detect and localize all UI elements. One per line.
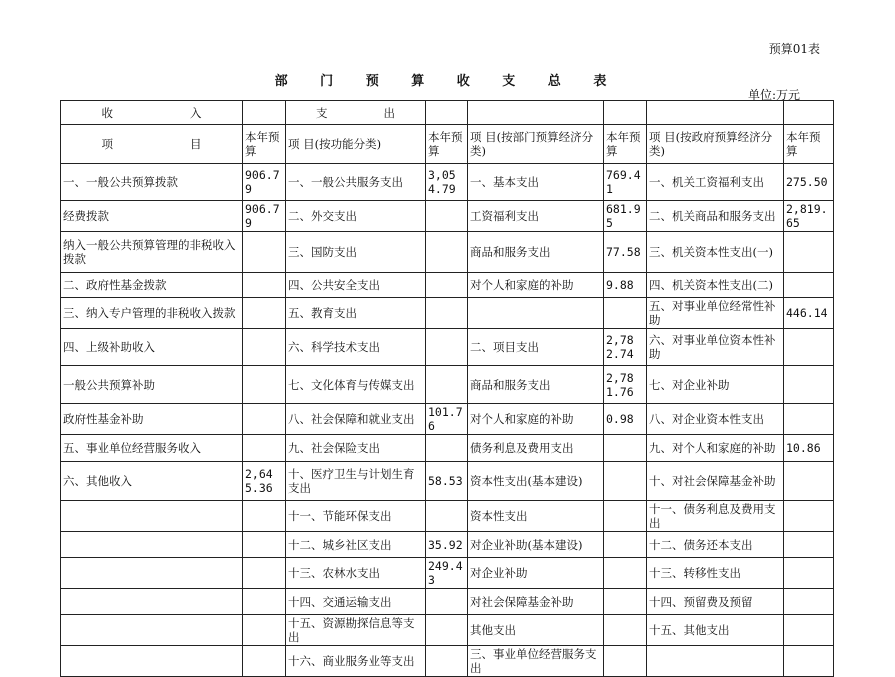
table-row — [61, 329, 834, 366]
dept-econ-budget-cell — [604, 501, 647, 532]
dept-econ-item-cell: 一、基本支出 — [468, 164, 604, 201]
income-item-cell: 四、上级补助收入 — [61, 329, 243, 366]
gov-econ-budget-cell: 2,819.65 — [784, 201, 834, 232]
col-header-income-budget: 本年预算 — [243, 125, 286, 164]
col-header-income-item: 项 目 — [61, 125, 243, 164]
income-item-cell — [61, 646, 243, 677]
col-header-dept-econ-item: 项 目(按部门预算经济分类) — [468, 125, 604, 164]
income-budget-cell — [243, 558, 286, 589]
budget-table — [60, 100, 834, 677]
function-budget-cell — [426, 366, 468, 404]
dept-econ-item-cell — [468, 298, 604, 329]
income-item-cell: 六、其他收入 — [61, 462, 243, 501]
dept-econ-item-cell: 对个人和家庭的补助 — [468, 273, 604, 298]
function-budget-cell — [426, 273, 468, 298]
income-item-cell — [61, 589, 243, 615]
income-item-cell: 政府性基金补助 — [61, 404, 243, 435]
income-item-cell: 一般公共预算补助 — [61, 366, 243, 404]
income-budget-cell — [243, 615, 286, 646]
dept-econ-budget-cell: 9.88 — [604, 273, 647, 298]
income-budget-cell — [243, 404, 286, 435]
gov-econ-item-cell: 六、对事业单位资本性补助 — [647, 329, 784, 366]
gov-econ-budget-cell — [784, 329, 834, 366]
gov-econ-item-cell: 九、对个人和家庭的补助 — [647, 435, 784, 462]
dept-econ-item-cell: 对个人和家庭的补助 — [468, 404, 604, 435]
dept-econ-budget-cell: 681.95 — [604, 201, 647, 232]
gov-econ-item-cell: 十二、债务还本支出 — [647, 532, 784, 558]
gov-econ-item-cell: 十一、债务利息及费用支出 — [647, 501, 784, 532]
col-header-gov-econ-budget: 本年预算 — [784, 125, 834, 164]
dept-econ-budget-cell: 769.41 — [604, 164, 647, 201]
empty-cell — [604, 101, 647, 125]
dept-econ-budget-cell: 2,782.74 — [604, 329, 647, 366]
table-row — [61, 646, 834, 677]
dept-econ-budget-cell — [604, 298, 647, 329]
dept-econ-item-cell: 其他支出 — [468, 615, 604, 646]
table-row — [61, 532, 834, 558]
function-budget-cell — [426, 589, 468, 615]
dept-econ-item-cell: 商品和服务支出 — [468, 232, 604, 273]
gov-econ-item-cell: 四、机关资本性支出(二) — [647, 273, 784, 298]
gov-econ-budget-cell — [784, 501, 834, 532]
income-budget-cell: 906.79 — [243, 201, 286, 232]
table-row — [61, 273, 834, 298]
gov-econ-item-cell: 三、机关资本性支出(一) — [647, 232, 784, 273]
header-row-2 — [61, 125, 834, 164]
empty-cell — [243, 101, 286, 125]
table-row — [61, 232, 834, 273]
empty-cell — [426, 101, 468, 125]
income-budget-cell: 2,645.36 — [243, 462, 286, 501]
table-row — [61, 404, 834, 435]
gov-econ-item-cell: 一、机关工资福利支出 — [647, 164, 784, 201]
dept-econ-item-cell: 商品和服务支出 — [468, 366, 604, 404]
gov-econ-budget-cell — [784, 558, 834, 589]
dept-econ-item-cell: 对企业补助 — [468, 558, 604, 589]
dept-econ-budget-cell — [604, 615, 647, 646]
table-row — [61, 366, 834, 404]
income-budget-cell — [243, 435, 286, 462]
unit-label: 单位:万元 — [747, 88, 800, 102]
dept-econ-item-cell: 资本性支出(基本建设) — [468, 462, 604, 501]
dept-econ-budget-cell: 2,781.76 — [604, 366, 647, 404]
function-item-cell: 四、公共安全支出 — [286, 273, 426, 298]
function-item-cell: 五、教育支出 — [286, 298, 426, 329]
dept-econ-budget-cell — [604, 532, 647, 558]
income-item-cell: 一、一般公共预算拨款 — [61, 164, 243, 201]
function-item-cell: 六、科学技术支出 — [286, 329, 426, 366]
function-item-cell: 九、社会保险支出 — [286, 435, 426, 462]
function-budget-cell — [426, 435, 468, 462]
table-row — [61, 164, 834, 201]
gov-econ-item-cell: 十三、转移性支出 — [647, 558, 784, 589]
dept-econ-budget-cell — [604, 589, 647, 615]
function-budget-cell — [426, 501, 468, 532]
dept-econ-budget-cell: 77.58 — [604, 232, 647, 273]
dept-econ-item-cell: 工资福利支出 — [468, 201, 604, 232]
income-budget-cell — [243, 501, 286, 532]
gov-econ-budget-cell: 446.14 — [784, 298, 834, 329]
gov-econ-item-cell: 七、对企业补助 — [647, 366, 784, 404]
form-number: 预算01表 — [768, 42, 820, 56]
dept-econ-budget-cell — [604, 646, 647, 677]
empty-cell — [647, 101, 784, 125]
dept-econ-item-cell: 资本性支出 — [468, 501, 604, 532]
income-budget-cell: 906.79 — [243, 164, 286, 201]
gov-econ-budget-cell — [784, 462, 834, 501]
gov-econ-budget-cell — [784, 646, 834, 677]
expense-header: 支 出 — [286, 101, 426, 125]
gov-econ-item-cell: 十、对社会保障基金补助 — [647, 462, 784, 501]
dept-econ-budget-cell — [604, 558, 647, 589]
function-item-cell: 七、文化体育与传媒支出 — [286, 366, 426, 404]
dept-econ-budget-cell — [604, 435, 647, 462]
gov-econ-budget-cell — [784, 615, 834, 646]
gov-econ-item-cell: 五、对事业单位经常性补助 — [647, 298, 784, 329]
function-item-cell: 十六、商业服务业等支出 — [286, 646, 426, 677]
function-budget-cell — [426, 329, 468, 366]
income-item-cell: 经费拨款 — [61, 201, 243, 232]
income-item-cell: 三、纳入专户管理的非税收入拨款 — [61, 298, 243, 329]
gov-econ-budget-cell: 10.86 — [784, 435, 834, 462]
income-budget-cell — [243, 646, 286, 677]
gov-econ-budget-cell — [784, 589, 834, 615]
page-title: 部 门 预 算 收 支 总 表 — [274, 74, 621, 89]
table-row — [61, 201, 834, 232]
function-item-cell: 十一、节能环保支出 — [286, 501, 426, 532]
gov-econ-item-cell — [647, 646, 784, 677]
income-item-cell — [61, 615, 243, 646]
income-item-cell: 二、政府性基金拨款 — [61, 273, 243, 298]
gov-econ-item-cell: 二、机关商品和服务支出 — [647, 201, 784, 232]
budget-table-body — [61, 101, 834, 677]
income-item-cell: 五、事业单位经营服务收入 — [61, 435, 243, 462]
income-budget-cell — [243, 298, 286, 329]
function-item-cell: 二、外交支出 — [286, 201, 426, 232]
gov-econ-item-cell: 八、对企业资本性支出 — [647, 404, 784, 435]
income-item-cell — [61, 558, 243, 589]
function-budget-cell — [426, 615, 468, 646]
dept-econ-item-cell: 对社会保障基金补助 — [468, 589, 604, 615]
function-item-cell: 八、社会保障和就业支出 — [286, 404, 426, 435]
table-row — [61, 615, 834, 646]
income-item-cell — [61, 501, 243, 532]
function-item-cell: 十五、资源勘探信息等支出 — [286, 615, 426, 646]
function-budget-cell — [426, 646, 468, 677]
function-budget-cell: 3,054.79 — [426, 164, 468, 201]
income-budget-cell — [243, 273, 286, 298]
income-budget-cell — [243, 366, 286, 404]
empty-cell — [468, 101, 604, 125]
function-item-cell: 十四、交通运输支出 — [286, 589, 426, 615]
function-item-cell: 十、医疗卫生与计划生育支出 — [286, 462, 426, 501]
function-budget-cell: 58.53 — [426, 462, 468, 501]
gov-econ-budget-cell — [784, 532, 834, 558]
income-item-cell — [61, 532, 243, 558]
income-header: 收 入 — [61, 101, 243, 125]
gov-econ-item-cell: 十四、预留费及预留 — [647, 589, 784, 615]
function-budget-cell — [426, 232, 468, 273]
function-item-cell: 一、一般公共服务支出 — [286, 164, 426, 201]
col-header-gov-econ-item: 项 目(按政府预算经济分类) — [647, 125, 784, 164]
table-row — [61, 298, 834, 329]
function-budget-cell — [426, 298, 468, 329]
function-budget-cell: 249.43 — [426, 558, 468, 589]
gov-econ-budget-cell — [784, 232, 834, 273]
dept-econ-item-cell: 债务利息及费用支出 — [468, 435, 604, 462]
income-budget-cell — [243, 329, 286, 366]
table-row — [61, 462, 834, 501]
table-row — [61, 589, 834, 615]
income-budget-cell — [243, 232, 286, 273]
gov-econ-budget-cell: 275.50 — [784, 164, 834, 201]
function-item-cell: 十三、农林水支出 — [286, 558, 426, 589]
col-header-function-item: 项 目(按功能分类) — [286, 125, 426, 164]
income-budget-cell — [243, 532, 286, 558]
col-header-function-budget: 本年预算 — [426, 125, 468, 164]
function-budget-cell: 101.76 — [426, 404, 468, 435]
dept-econ-budget-cell — [604, 462, 647, 501]
dept-econ-item-cell: 二、项目支出 — [468, 329, 604, 366]
dept-econ-budget-cell: 0.98 — [604, 404, 647, 435]
gov-econ-budget-cell — [784, 366, 834, 404]
income-budget-cell — [243, 589, 286, 615]
function-budget-cell: 35.92 — [426, 532, 468, 558]
table-row — [61, 501, 834, 532]
gov-econ-budget-cell — [784, 404, 834, 435]
function-item-cell: 十二、城乡社区支出 — [286, 532, 426, 558]
income-item-cell: 纳入一般公共预算管理的非税收入拨款 — [61, 232, 243, 273]
empty-cell — [784, 101, 834, 125]
table-row — [61, 558, 834, 589]
dept-econ-item-cell: 三、事业单位经营服务支出 — [468, 646, 604, 677]
function-budget-cell — [426, 201, 468, 232]
col-header-dept-econ-budget: 本年预算 — [604, 125, 647, 164]
gov-econ-item-cell: 十五、其他支出 — [647, 615, 784, 646]
dept-econ-item-cell: 对企业补助(基本建设) — [468, 532, 604, 558]
table-row — [61, 435, 834, 462]
header-row-1 — [61, 101, 834, 125]
gov-econ-budget-cell — [784, 273, 834, 298]
function-item-cell: 三、国防支出 — [286, 232, 426, 273]
